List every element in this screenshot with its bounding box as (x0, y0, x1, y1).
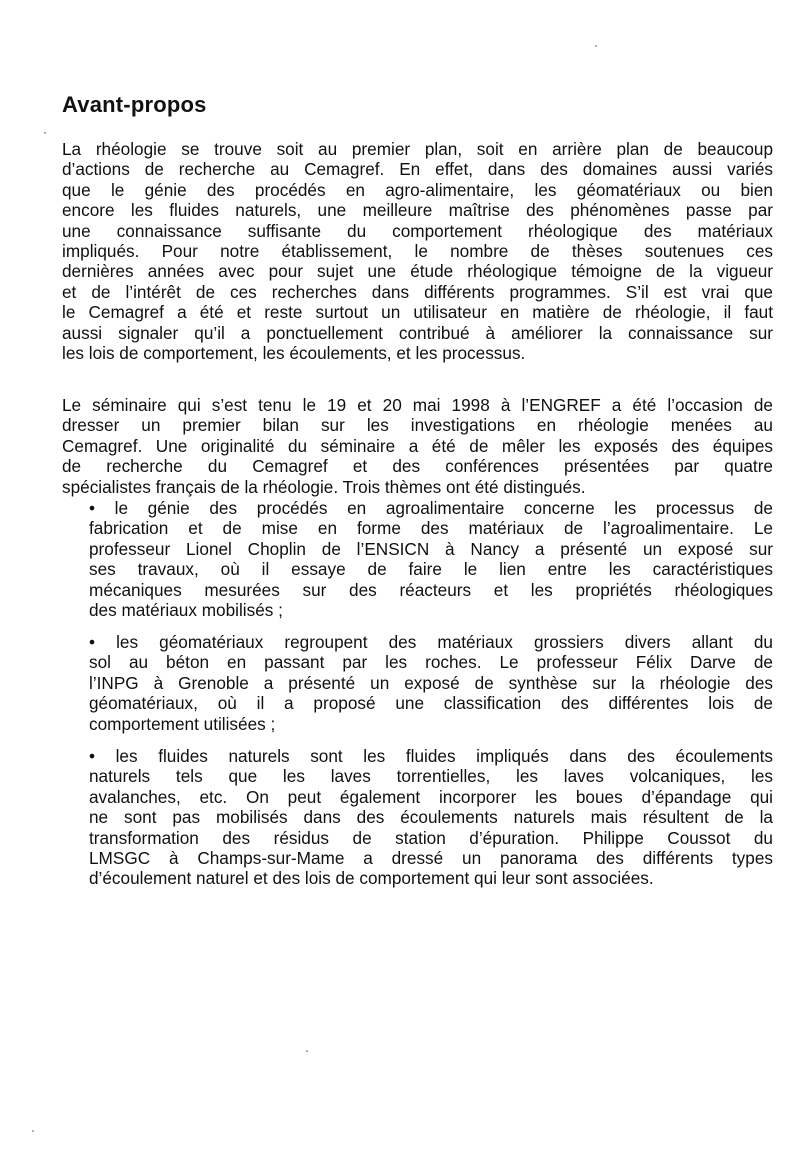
text-line: l’INPG à Grenoble a présenté un exposé de synthèse sur la rhéologie des (89, 672, 773, 693)
scan-speck (306, 1050, 308, 1052)
text-line: impliqués. Pour notre établissement, le nombre de thèses soutenues ces (62, 240, 773, 261)
seminar-paragraph (62, 395, 773, 497)
text-line: fabrication et de mise en forme des matériaux de l’agroalimentaire. Le (89, 518, 773, 539)
text-line: dernières années avec pour sujet une étude rhéologique témoigne de la vigueur (62, 261, 773, 282)
text-line: géomatériaux, où il a proposé une classification des différentes lois de (89, 693, 773, 714)
text-line: • le génie des procédés en agroalimentaire concerne les processus de (89, 498, 773, 518)
text-line: une connaissance suffisante du comportement rhéologique des matériaux (62, 220, 773, 241)
scan-speck (32, 1130, 34, 1132)
text-line: encore les fluides naturels, une meilleure maîtrise des phénomènes passe par (62, 200, 773, 221)
text-line: de recherche du Cemagref et des conférences présentées par quatre (62, 456, 773, 477)
text-line: • les fluides naturels sont les fluides impliqués dans des écoulements (89, 746, 773, 766)
intro-paragraph (62, 139, 773, 363)
text-line: naturels tels que les laves torrentielles, les laves volcaniques, les (89, 766, 773, 787)
page-title: Avant-propos (62, 92, 207, 117)
text-line: ses travaux, où il essaye de faire le lien entre les caractéristiques (89, 559, 773, 580)
bullet-geomateriaux (89, 632, 773, 734)
text-line: professeur Lionel Choplin de l’ENSICN à Nancy a présenté un exposé sur (89, 538, 773, 559)
text-line: • les géomatériaux regroupent des matériaux grossiers divers allant du (89, 632, 773, 652)
text-line: LMSGC à Champs-sur-Mame a dressé un panorama des différents types (89, 847, 773, 868)
text-line: Le séminaire qui s’est tenu le 19 et 20 mai 1998 à l’ENGREF a été l’occasion de (62, 395, 773, 415)
scan-speck (595, 45, 597, 47)
text-line: avalanches, etc. On peut également incorporer les boues d’épandage qui (89, 786, 773, 807)
text-line: Cemagref. Une originalité du séminaire a été de mêler les exposés des équipes (62, 435, 773, 456)
scan-speck (44, 132, 46, 134)
text-line: dresser un premier bilan sur les investigations en rhéologie menées au (62, 415, 773, 436)
text-line: des matériaux mobilisés ; (89, 599, 283, 620)
text-line: les lois de comportement, les écoulements, et les processus. (62, 342, 526, 363)
text-line: d’actions de recherche au Cemagref. En effet, dans des domaines aussi variés (62, 159, 773, 180)
text-line: comportement utilisées ; (89, 713, 276, 734)
text-line: ne sont pas mobilisés dans des écoulements naturels mais résultent de la (89, 807, 773, 828)
text-line: La rhéologie se trouve soit au premier plan, soit en arrière plan de beaucoup (62, 139, 773, 159)
bullet-fluides-naturels (89, 746, 773, 889)
text-line: d’écoulement naturel et des lois de comportement qui leur sont associées. (89, 868, 654, 889)
text-line: sol au béton en passant par les roches. Le professeur Félix Darve de (89, 652, 773, 673)
text-line: le Cemagref a été et reste surtout un utilisateur en matière de rhéologie, il faut (62, 302, 773, 323)
bullet-agroalimentaire (89, 498, 773, 620)
text-line: que le génie des procédés en agro-alimentaire, les géomatériaux ou bien (62, 179, 773, 200)
text-line: aussi signaler qu’il a ponctuellement contribué à améliorer la connaissance sur (62, 322, 773, 343)
text-line: et de l’intérêt de ces recherches dans différents programmes. S’il est vrai que (62, 281, 773, 302)
text-line: spécialistes français de la rhéologie. Trois thèmes ont été distingués. (62, 476, 586, 497)
text-line: mécaniques mesurées sur des réacteurs et les propriétés rhéologiques (89, 579, 773, 600)
text-line: transformation des résidus de station d’épuration. Philippe Coussot du (89, 827, 773, 848)
